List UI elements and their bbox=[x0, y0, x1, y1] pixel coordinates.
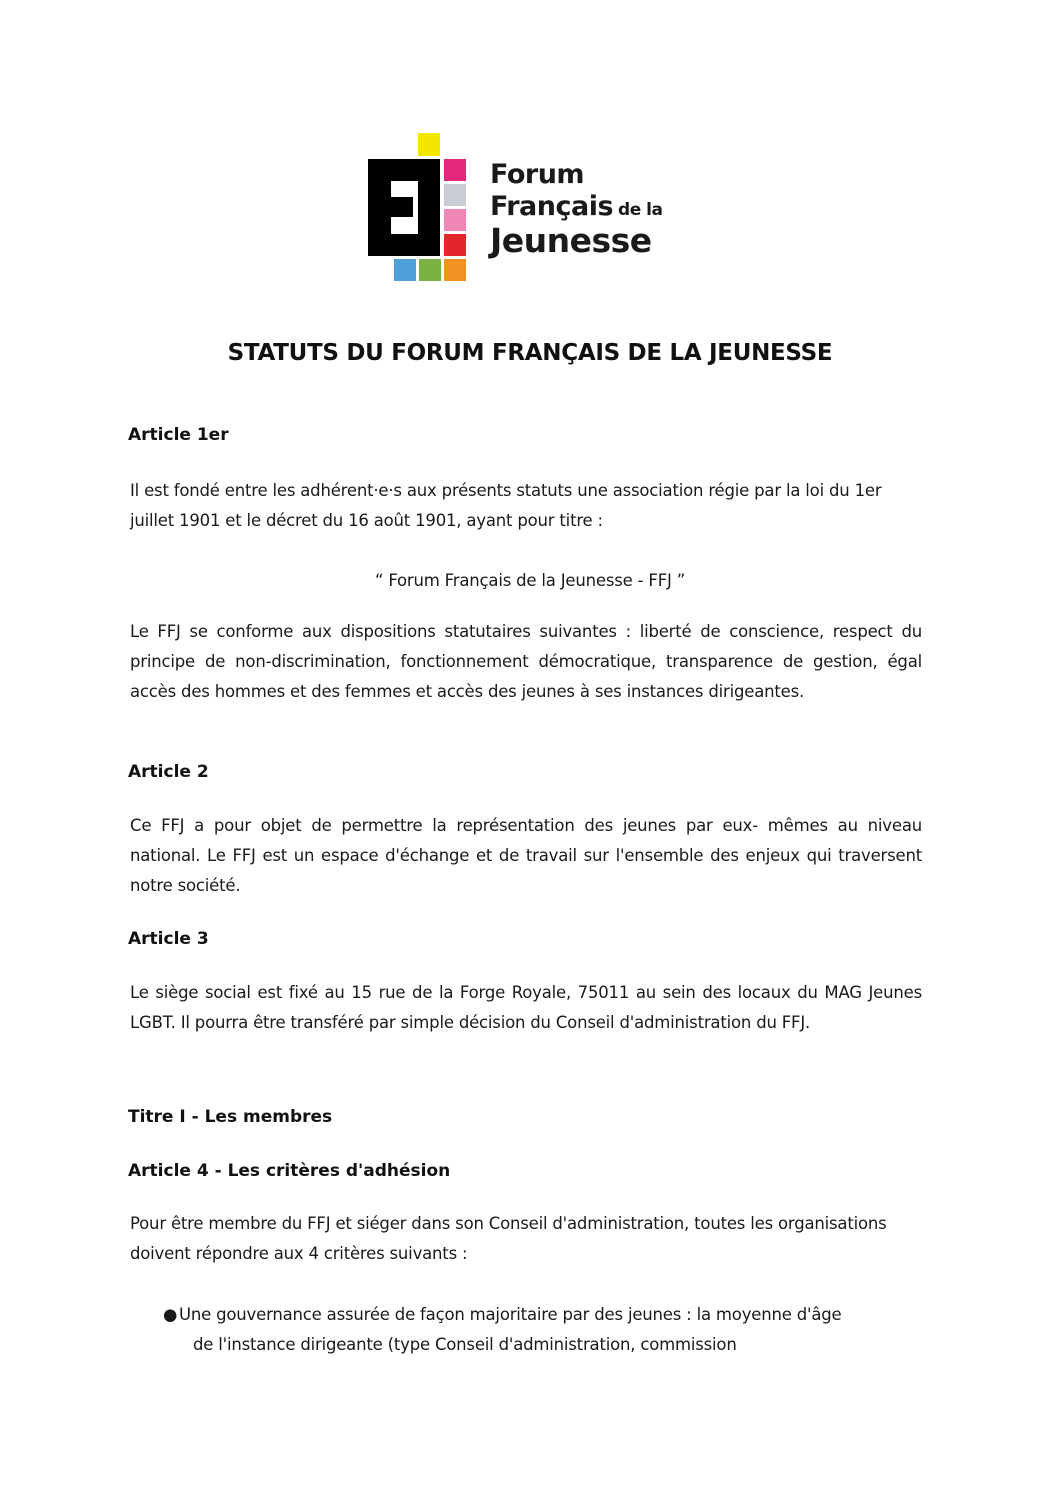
bullet-dot-icon: ● bbox=[163, 1305, 178, 1324]
logo-text-francais-word: Français bbox=[490, 191, 614, 222]
bullet-line-2: de l'instance dirigeante (type Conseil d'administration, commission bbox=[193, 1335, 737, 1354]
article-1-paragraph-2: Le FFJ se conforme aux dispositions statutaires suivantes : liberté de conscience, respect du principe de non-discrimination, fonctionnement démocratique, transparence de gestion, égal accès des hommes et des femmes et accès des jeunes à ses instances dirigeantes. bbox=[130, 622, 922, 701]
article-1-paragraph-1: Il est fondé entre les adhérent·e·s aux présents statuts une association régie par la loi du 1er juillet 1901 et le décret du 16 août 1901, ayant pour titre : bbox=[130, 481, 882, 530]
ffj-logo-mark-icon bbox=[368, 133, 490, 283]
ffj-logo-wordmark bbox=[490, 159, 663, 260]
document-title: STATUTS DU FORUM FRANÇAIS DE LA JEUNESSE bbox=[227, 340, 833, 366]
article-3-paragraph: Le siège social est fixé au 15 rue de la Forge Royale, 75011 au sein des locaux du MAG Jeunes LGBT. Il pourra être transféré par simple décision du Conseil d'administration du FFJ. bbox=[130, 983, 922, 1032]
article-1-heading: Article 1er bbox=[128, 425, 229, 445]
article-2-paragraph: Ce FFJ a pour objet de permettre la représentation des jeunes par eux- mêmes au niveau national. Le FFJ est un espace d'échange et de travail sur l'ensemble des enjeux qui traversent notre société. bbox=[130, 816, 922, 895]
logo-text-forum: Forum bbox=[490, 159, 585, 190]
list-item bbox=[163, 1300, 923, 1360]
logo-text-de-la: de la bbox=[618, 200, 663, 220]
association-name-line: “ Forum Français de la Jeunesse - FFJ ” bbox=[374, 571, 686, 590]
article-4-paragraph: Pour être membre du FFJ et siéger dans son Conseil d'administration, toutes les organisations doivent répondre aux 4 critères suivants : bbox=[130, 1214, 887, 1263]
article-3-heading: Article 3 bbox=[128, 929, 209, 949]
logo-text-jeunesse: Jeunesse bbox=[490, 221, 652, 260]
logo-text-francais bbox=[490, 193, 662, 220]
article-2-heading: Article 2 bbox=[128, 762, 209, 782]
article-4-heading: Article 4 - Les critères d'adhésion bbox=[128, 1161, 451, 1181]
titre-1-heading: Titre I - Les membres bbox=[128, 1107, 333, 1127]
bullet-line-1: Une gouvernance assurée de façon majoritaire par des jeunes : la moyenne d'âge bbox=[179, 1305, 842, 1324]
ffj-logo bbox=[368, 133, 698, 283]
